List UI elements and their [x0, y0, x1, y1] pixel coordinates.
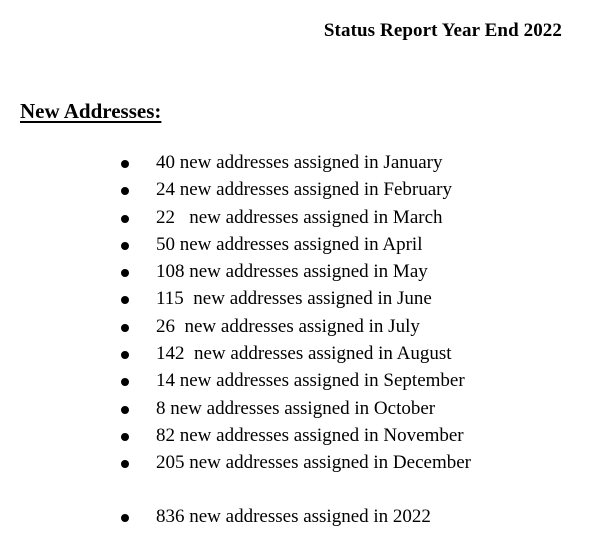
bullet-icon — [121, 242, 129, 250]
list-item-text: 108 new addresses assigned in May — [156, 261, 428, 283]
list-item-text: 8 new addresses assigned in October — [156, 397, 436, 419]
list-item-text: 115 new addresses assigned in June — [156, 288, 432, 310]
bullet-icon — [121, 433, 129, 441]
section-heading-new-addresses: New Addresses: — [20, 99, 162, 123]
bullet-icon — [121, 296, 129, 304]
list-item-august — [119, 342, 471, 369]
list-item-may — [119, 260, 471, 287]
yearly-total-list — [119, 505, 431, 532]
list-item-text: 40 new addresses assigned in January — [156, 152, 443, 173]
bullet-icon — [121, 514, 129, 522]
bullet-icon — [121, 460, 129, 468]
monthly-address-list — [119, 151, 471, 479]
list-item-november — [119, 424, 471, 451]
bullet-icon — [121, 378, 129, 386]
list-item-september — [119, 369, 471, 396]
bullet-icon — [121, 324, 129, 332]
bullet-icon — [121, 351, 129, 359]
list-item-june — [119, 287, 471, 314]
list-item-text: 24 new addresses assigned in February — [156, 179, 453, 201]
list-item-july — [119, 315, 471, 342]
list-item-text: 22 new addresses assigned in March — [156, 206, 443, 228]
list-item-march — [119, 206, 471, 233]
bullet-icon — [121, 406, 129, 414]
list-item-december — [119, 451, 471, 478]
list-item-january — [119, 151, 471, 178]
list-item-text: 26 new addresses assigned in July — [156, 315, 420, 337]
list-item-text: 14 new addresses assigned in September — [156, 370, 465, 392]
bullet-icon — [121, 269, 129, 277]
list-item-total-2022 — [119, 505, 431, 532]
bullet-icon — [121, 215, 129, 223]
list-item-april — [119, 233, 471, 260]
list-item-text: 836 new addresses assigned in 2022 — [156, 506, 431, 527]
list-item-text: 205 new addresses assigned in December — [156, 452, 471, 474]
list-item-february — [119, 178, 471, 205]
list-item-text: 82 new addresses assigned in November — [156, 424, 464, 446]
bullet-icon — [121, 160, 129, 168]
list-item-text: 142 new addresses assigned in August — [156, 343, 452, 365]
list-item-text: 50 new addresses assigned in April — [156, 233, 423, 255]
list-item-october — [119, 397, 471, 424]
page-title: Status Report Year End 2022 — [323, 20, 562, 41]
bullet-icon — [121, 187, 129, 195]
